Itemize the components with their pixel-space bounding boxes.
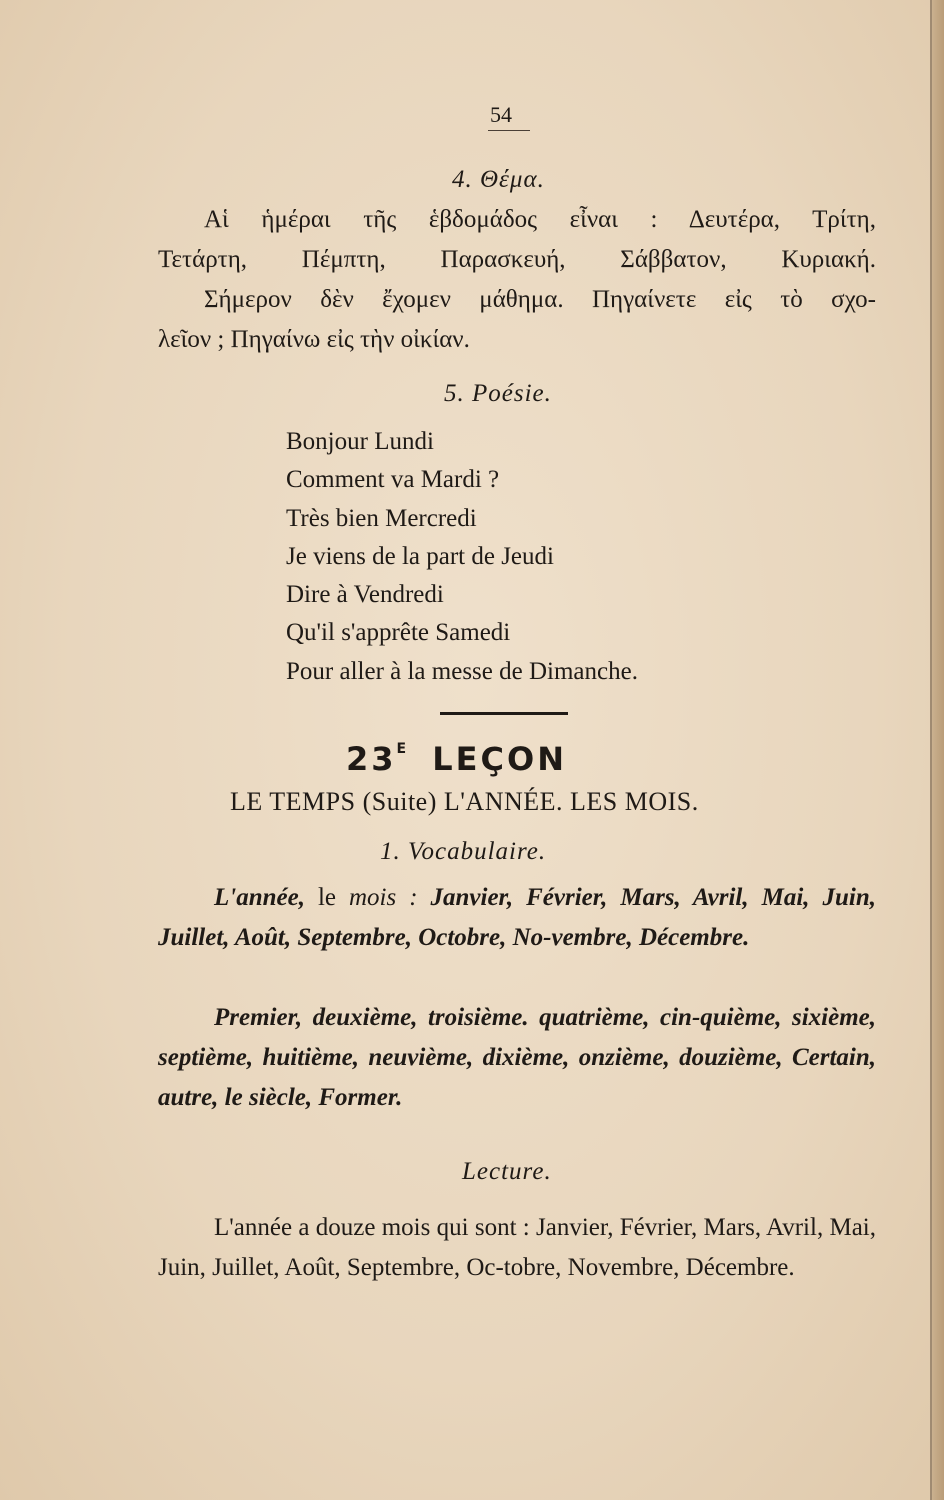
greek-line-1: Αἱ ἡμέραι τῆς ἑβδομάδος εἶναι : Δευτέρα, Τρίτη, xyxy=(204,206,876,233)
vocabulary-paragraph-2: Premier, deuxième, troisième. quatrième, cin-quième, sixième, septième, huitième, neuvième, dixième, onzième, douzième, Certain, autre, le siècle, Former. xyxy=(158,1004,876,1111)
lesson-title xyxy=(346,740,567,778)
page-fold-line xyxy=(930,0,932,1500)
poem-line-5: Dire à Vendredi xyxy=(286,581,444,609)
vocabulary-heading: 1. Vocabulaire. xyxy=(380,838,547,865)
greek-line-2: Τετάρτη, Πέμπτη, Παρασκευή, Σάββατον, Κυριακή. xyxy=(158,246,876,273)
poem xyxy=(286,423,638,691)
reading-text: L'année a douze mois qui sont : Janvier, Février, Mars, Avril, Mai, Juin, Juillet, Août, Septembre, Oc-tobre, Novembre, Décembre. xyxy=(158,1214,876,1281)
vocab-lead-word: L'année, xyxy=(214,884,305,911)
poem-line-1: Bonjour Lundi xyxy=(286,428,434,455)
reading-heading: Lecture. xyxy=(462,1158,552,1185)
vocabulary-paragraph-1 xyxy=(158,878,876,958)
vocab-le: le xyxy=(304,884,349,911)
page-number-rule xyxy=(488,130,530,131)
poem-line-3: Très bien Mercredi xyxy=(286,504,477,532)
poem-line-6: Qu'il s'apprête Samedi xyxy=(286,619,511,647)
vocab-mois: mois : xyxy=(348,884,431,911)
section-4-heading: 4. Θέμα. xyxy=(452,166,545,193)
greek-line-3: Σήμερον δὲν ἔχομεν μάθημα. Πηγαίνετε εἰς τὸ σχο- xyxy=(204,286,876,313)
poem-line-7: Pour aller à la messe de Dimanche. xyxy=(286,657,638,685)
lesson-word: LEÇON xyxy=(432,740,567,778)
section-divider xyxy=(440,712,568,715)
lesson-number: 23 xyxy=(346,740,397,778)
poem-line-2: Comment va Mardi ? xyxy=(286,466,500,494)
poem-line-4: Je viens de la part de Jeudi xyxy=(286,542,554,570)
section-5-heading: 5. Poésie. xyxy=(444,380,552,407)
page-edge xyxy=(930,0,944,1500)
page-number: 54 xyxy=(490,102,512,127)
lesson-ordinal-suffix: E xyxy=(396,741,407,757)
lesson-subtitle: LE TEMPS (Suite) L'ANNÉE. LES MOIS. xyxy=(230,787,699,816)
vocab-months: Janvier, Février, Mars, Avril, Mai, Juin, Juillet, Août, Septembre, Octobre, No-vembre, Décembre. xyxy=(158,884,876,951)
greek-line-4: λεῖον ; Πηγαίνω εἰς τὴν οἰκίαν. xyxy=(158,326,470,353)
